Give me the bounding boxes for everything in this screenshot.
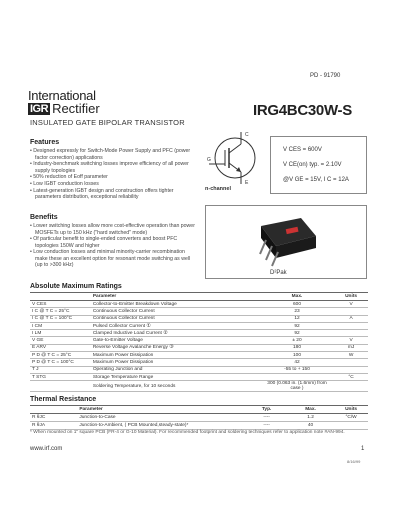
- symbol-g-label: G: [207, 157, 211, 163]
- thermal-heading: Thermal Resistance: [30, 396, 97, 403]
- table-cell: 92: [260, 330, 334, 337]
- table-row: [30, 373, 368, 380]
- column-header: Units: [334, 406, 368, 414]
- brand-name: International: [28, 88, 96, 103]
- table-cell: V: [334, 301, 368, 308]
- table-cell: [260, 373, 334, 380]
- table-row: [30, 381, 368, 392]
- igbt-symbol-icon: [205, 128, 265, 188]
- table-cell: Continuous Collector Current: [91, 308, 260, 315]
- table-cell: 180: [260, 344, 334, 351]
- table-cell: 23: [260, 308, 334, 315]
- list-item: • Of particular benefit to single-ended converters and boost PFC topologies 150W and higher: [30, 236, 178, 249]
- table-cell: [30, 381, 91, 392]
- table-cell: Collector-to-Emitter Breakdown Voltage: [91, 301, 260, 308]
- table-row: [30, 322, 368, 329]
- table-cell: [334, 322, 368, 329]
- absolute-max-ratings-table: [30, 292, 368, 392]
- table-cell: Operating Junction and: [91, 366, 260, 373]
- list-item: • Designed expressly for Switch-Mode Power Supply and PFC (power factor correction) applications: [30, 148, 191, 161]
- spec-vces: V CES = 600V: [283, 147, 322, 153]
- column-header: [30, 293, 91, 301]
- table-cell: I C @ T C = 25°C: [30, 308, 91, 315]
- table-cell: P D @ T C = 25°C: [30, 352, 91, 359]
- table-cell: Pulsed Collector Current ①: [91, 322, 260, 329]
- table-row: [30, 301, 368, 308]
- table-row: [30, 308, 368, 315]
- table-row: [30, 366, 368, 373]
- table-cell: -55 to + 150: [260, 366, 334, 373]
- table-cell: ----: [246, 414, 287, 422]
- table-cell: [334, 366, 368, 373]
- features-list: [30, 148, 195, 200]
- benefits-list: [30, 223, 195, 268]
- list-item: • Lower switching losses allow more cost-effective operation than power MOSFETs up to 150 kHz ("hard switched" mode): [30, 223, 195, 236]
- column-header: [30, 406, 77, 414]
- table-cell: V GE: [30, 337, 91, 344]
- table-row: [30, 315, 368, 322]
- table-cell: R θJC: [30, 414, 77, 422]
- amr-heading: Absolute Maximum Ratings: [30, 283, 122, 290]
- document-number: PD - 91790: [310, 73, 341, 79]
- package-name: D²Pak: [270, 270, 287, 276]
- table-cell: Maximum Power Dissipation: [91, 359, 260, 366]
- subtitle: INSULATED GATE BIPOLAR TRANSISTOR: [30, 118, 185, 127]
- thermal-resistance-table: [30, 405, 368, 430]
- table-cell: Junction-to-Case: [77, 414, 246, 422]
- column-header: Typ.: [246, 406, 287, 414]
- table-cell: 1.2: [287, 414, 334, 422]
- benefits-heading: Benefits: [30, 214, 58, 221]
- column-header: Max.: [260, 293, 334, 301]
- brand-rectifier-text: Rectifier: [52, 101, 100, 116]
- table-cell: 42: [260, 359, 334, 366]
- table-header-row: [30, 293, 368, 301]
- table-cell: V CES: [30, 301, 91, 308]
- channel-label: n-channel: [205, 186, 231, 192]
- table-cell: Clamped Inductive Load Current ②: [91, 330, 260, 337]
- package-box: [205, 205, 367, 279]
- table-row: [30, 414, 368, 422]
- table-cell: 92: [260, 322, 334, 329]
- table-cell: [334, 330, 368, 337]
- spec-conditions: @V GE = 15V, I C = 12A: [283, 177, 349, 183]
- table-cell: 100: [260, 352, 334, 359]
- table-cell: [334, 308, 368, 315]
- d2pak-package-icon: [206, 206, 366, 278]
- table-cell: T STG: [30, 373, 91, 380]
- spec-vce-on: V CE(on) typ. = 2.10V: [283, 162, 342, 168]
- part-number: IRG4BC30W-S: [253, 102, 352, 119]
- table-cell: P D @ T C = 100°C: [30, 359, 91, 366]
- table-cell: [334, 359, 368, 366]
- table-cell: ± 20: [260, 337, 334, 344]
- list-item: • Industry-benchmark switching losses improve efficiency of all power supply topologies: [30, 161, 189, 174]
- date-code: 8/16/99: [347, 459, 361, 464]
- table-cell: I C @ T C = 100°C: [30, 315, 91, 322]
- footnote: * When mounted on 1" square PCB (FR-4 or G-10 Material). For recommended footprint and soldering techniques refer to application note #AN-994.: [30, 430, 345, 435]
- table-header-row: [30, 406, 368, 414]
- table-cell: W: [334, 352, 368, 359]
- list-item: • Latest-generation IGBT design and construction offers tighter parameters distribution, exceptional reliability: [30, 187, 174, 200]
- table-cell: °C: [334, 373, 368, 380]
- table-cell: °C/W: [334, 414, 368, 422]
- list-item: • Low IGBT conduction losses: [30, 180, 99, 187]
- table-cell: Gate-to-Emitter Voltage: [91, 337, 260, 344]
- table-row: [30, 422, 368, 430]
- column-header: Parameter: [77, 406, 246, 414]
- website-url: www.irf.com: [30, 446, 63, 452]
- table-row: [30, 352, 368, 359]
- brand-rectifier: [28, 101, 100, 116]
- key-specs-box: [270, 136, 367, 194]
- table-cell: V: [334, 337, 368, 344]
- table-cell: ----: [246, 422, 287, 430]
- table-row: [30, 359, 368, 366]
- page-number: 1: [361, 446, 365, 452]
- list-item: • 50% reduction of Eoff parameter: [30, 174, 108, 181]
- table-cell: mJ: [334, 344, 368, 351]
- table-cell: I CM: [30, 322, 91, 329]
- table-cell: Reverse Voltage Avalanche Energy ③: [91, 344, 260, 351]
- table-cell: R θJA: [30, 422, 77, 430]
- features-heading: Features: [30, 139, 60, 146]
- table-cell: Continuous Collector Current: [91, 315, 260, 322]
- table-cell: E ARV: [30, 344, 91, 351]
- features-section: [30, 140, 195, 201]
- column-header: Parameter: [91, 293, 260, 301]
- table-cell: Storage Temperature Range: [91, 373, 260, 380]
- list-item: • Low conduction losses and minimal minority-carrier recombination make these an excellent option for resonant mode switching as well (up to >300 kHz): [30, 249, 191, 268]
- table-row: [30, 330, 368, 337]
- table-cell: 12: [260, 315, 334, 322]
- table-row: [30, 344, 368, 351]
- column-header: Max.: [287, 406, 334, 414]
- table-cell: Soldering Temperature, for 10 seconds: [91, 381, 260, 392]
- table-cell: Maximum Power Dissipation: [91, 352, 260, 359]
- table-cell: T J: [30, 366, 91, 373]
- column-header: Units: [334, 293, 368, 301]
- table-row: [30, 337, 368, 344]
- ir-logo: IGR: [30, 102, 49, 115]
- table-cell: A: [334, 315, 368, 322]
- table-cell: 300 (0.063 in. (1.6mm) from case ): [260, 381, 334, 392]
- symbol-e-label: E: [245, 180, 249, 186]
- table-cell: [334, 381, 368, 392]
- table-cell: 600: [260, 301, 334, 308]
- benefits-section: [30, 215, 195, 269]
- table-cell: 40: [287, 422, 334, 430]
- table-cell: [334, 422, 368, 430]
- symbol-c-label: C: [245, 132, 249, 138]
- table-cell: Junction-to-Ambient, ( PCB Mounted,steady-state)*: [77, 422, 246, 430]
- table-cell: I LM: [30, 330, 91, 337]
